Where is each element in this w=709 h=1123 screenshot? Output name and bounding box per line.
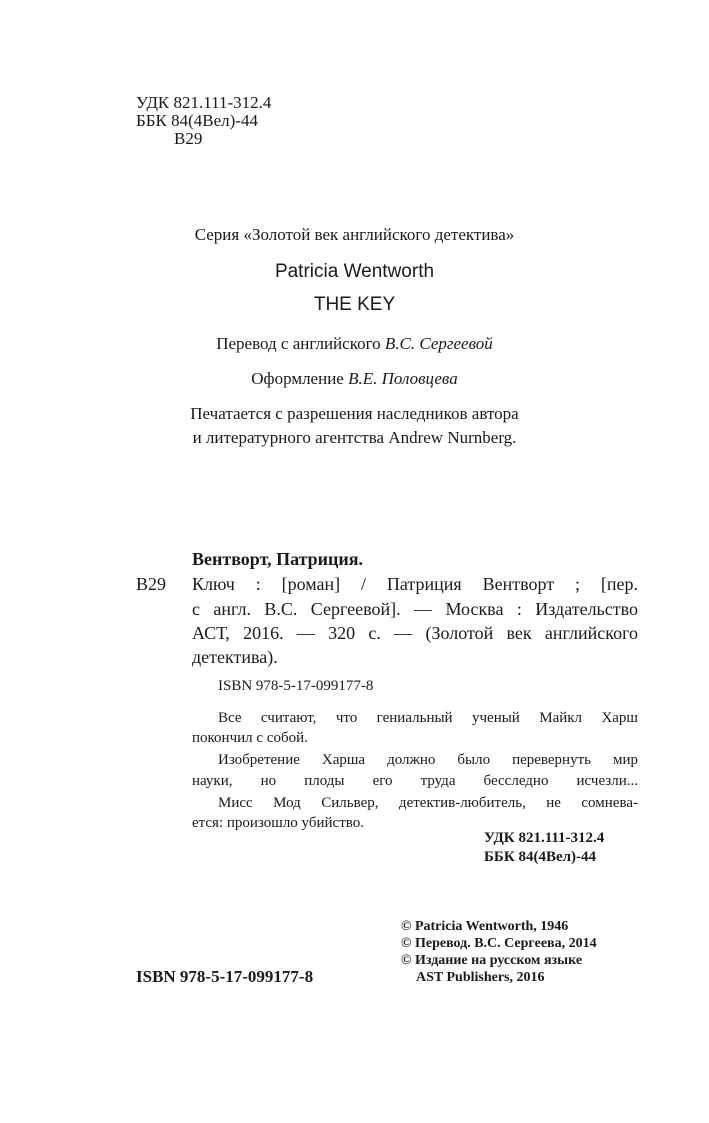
original-title: THE KEY [313,294,396,315]
catalog-bbk: ББК 84(4Вел)-44 [484,849,597,865]
translation-credit [0,333,709,354]
copyright-translation: © Перевод. В.С. Сергеева, 2014 [401,936,597,951]
footer-isbn: ISBN 978-5-17-099177-8 [136,967,314,986]
annotation-line: Все считают, что гениальный ученый Майкл Харш [218,710,638,726]
catalog-line: Ключ : [роман] / Патриция Вентворт ; [пер. [192,574,638,594]
bbk-code: ББК 84(4Вел)-44 [136,111,258,130]
catalog-line: АСТ, 2016. — 320 с. — (Золотой век английского [192,623,638,643]
catalog-line: с англ. В.С. Сергеевой]. — Москва : Издательство [192,599,638,619]
catalog-mark: В29 [136,574,167,594]
catalog-heading: Вентворт, Патриция. [192,549,364,569]
copyright-author: © Patricia Wentworth, 1946 [401,919,569,934]
design-prefix: Оформление [251,369,344,388]
copyright-publisher: AST Publishers, 2016 [416,970,545,985]
translator-name: В.С. Сергеевой [384,334,493,353]
udk-code: УДК 821.111-312.4 [136,93,272,112]
series-title: Серия «Золотой век английского детектива» [194,225,515,244]
catalog-isbn: ISBN 978-5-17-099177-8 [218,678,374,694]
permission-line-2: и литературного агентства Andrew Nurnberg. [192,428,517,447]
design-credit [0,368,709,389]
annotation-line: Мисс Мод Сильвер, детектив-любитель, не сомнева- [218,795,638,811]
annotation-line: Изобретение Харша должно было перевернуть мир [218,752,638,768]
permission-line-1: Печатается с разрешения наследников автора [190,404,519,423]
author-mark: В29 [174,129,203,148]
annotation-line: покончил с собой. [192,730,308,746]
designer-name: В.Е. Половцева [348,369,458,388]
annotation-line: ется: произошло убийство. [192,815,364,831]
original-author: Patricia Wentworth [274,261,435,282]
catalog-line: детектива). [192,647,278,667]
catalog-udk: УДК 821.111-312.4 [484,830,605,846]
translation-prefix: Перевод с английского [216,334,381,353]
annotation-line: науки, но плоды его труда бесследно исчезли... [192,773,638,789]
copyright-edition: © Издание на русском языке [401,953,583,968]
